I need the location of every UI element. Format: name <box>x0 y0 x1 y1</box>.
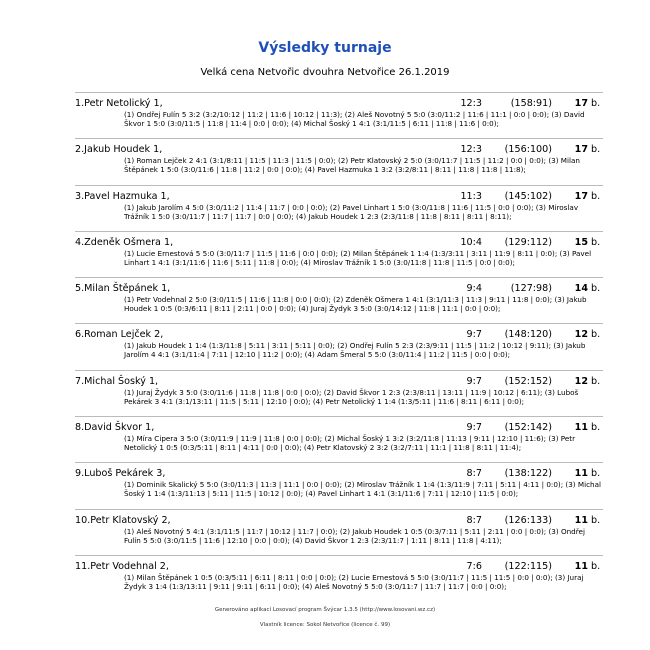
player-points: 11 <box>574 422 588 434</box>
player-ratio: (129:112) <box>504 236 552 248</box>
player-header <box>75 422 603 434</box>
player-score: 8:7 <box>466 514 482 526</box>
player-name: 9.Luboš Pekárek 3, <box>75 468 166 480</box>
points-unit: b. <box>591 283 601 295</box>
player-name: 5.Milan Štěpánek 1, <box>75 283 171 295</box>
player-name: 1.Petr Netolický 1, <box>75 98 163 109</box>
player-match-details: (1) Milan Štěpánek 1 0:5 (0:3/5:11 | 6:11 | 8:11 | 0:0 | 0:0); (2) Lucie Ernestová 5 5:0 (3:0/11:7 | 11:5 | 11:5 | 0:0 | 0:0); (3) Juraj Žydyk 3 1:4 (1:3/13:11 | 9:11 | 9:11 | 6:11 | 0:0); (4) Aleš Novotný 5 5:0 (3:0/11:7 | 11:7 | 11:7 | 0:0 | 0:0); <box>124 572 584 591</box>
points-unit: b. <box>591 236 601 248</box>
player-score: 12:3 <box>460 144 482 156</box>
player-match-details: (1) Aleš Novotný 5 4:1 (3:1/11:5 | 11:7 | 10:12 | 11:7 | 0:0); (2) Jakub Houdek 1 0:5 (0:3/7:11 | 5:11 | 2:11 | 0:0 | 0:0); (3) Ondřej Fulín 5 5:0 (3:0/11:5 | 11:6 | 12:10 | 0:0 | 0:0); (4) David Škvor 1 2:3 (2:3/11:7 | 1:11 | 8:11 | 11:8 | 4:11); <box>124 526 585 545</box>
points-unit: b. <box>591 468 601 480</box>
tournament-subtitle: Velká cena Netvořic dvouhra Netvořice 26.1.2019 <box>200 67 450 78</box>
points-unit: b. <box>591 190 601 202</box>
points-unit: b. <box>591 560 601 572</box>
player-entry <box>75 462 603 503</box>
player-header <box>75 376 603 388</box>
player-name: 7.Michal Šoský 1, <box>75 375 159 387</box>
player-header <box>75 237 603 249</box>
player-header <box>75 144 603 156</box>
player-entry <box>75 138 603 179</box>
points-unit: b. <box>591 98 601 109</box>
player-points: 14 <box>574 283 588 295</box>
player-name: 8.David Škvor 1, <box>75 422 155 434</box>
points-unit: b. <box>591 514 601 526</box>
player-score: 10:4 <box>460 236 482 248</box>
player-match-details: (1) Roman Lejček 2 4:1 (3:1/8:11 | 11:5 | 11:3 | 11:5 | 0:0); (2) Petr Klatovský 2 5:0 (3:0/11:7 | 11:5 | 11:2 | 0:0 | 0:0); (3) Milan Štěpánek 1 5:0 (3:0/11:6 | 11:8 | 11:2 | 0:0 | 0:0); (4) Pavel Hazmuka 1 3:2 (3:2/8:11 | 8:11 | 11:8 | 11:8 | 11:8); <box>124 156 580 175</box>
player-name: 2.Jakub Houdek 1, <box>75 144 163 156</box>
player-name: 10.Petr Klatovský 2, <box>75 514 171 526</box>
player-entry <box>75 555 603 596</box>
player-score: 8:7 <box>466 468 482 480</box>
player-header <box>75 329 603 341</box>
player-points: 15 <box>574 236 588 248</box>
player-points: 17 <box>574 190 588 202</box>
player-points: 11 <box>574 514 588 526</box>
player-points: 11 <box>574 468 588 480</box>
player-match-details: (1) Dominik Skalický 5 5:0 (3:0/11:3 | 11:3 | 11:1 | 0:0 | 0:0); (2) Miroslav Trážník 1 1:4 (1:3/11:9 | 7:11 | 5:11 | 4:11 | 0:0); (3) Michal Šoský 1 1:4 (1:3/11:13 | 5:11 | 11:5 | 10:12 | 0:0); (4) Pavel Linhart 1 4:1 (3:1/11:6 | 7:11 | 12:10 | 11:5 | 0:0); <box>124 480 602 499</box>
player-ratio: (156:100) <box>504 144 552 156</box>
player-score: 9:7 <box>466 375 482 387</box>
player-ratio: (158:91) <box>510 98 552 109</box>
player-ratio: (138:122) <box>504 468 552 480</box>
player-entry <box>75 416 603 457</box>
player-score: 7:6 <box>466 560 482 572</box>
player-points: 17 <box>574 144 588 156</box>
player-header <box>75 98 603 110</box>
player-header <box>75 561 603 573</box>
points-unit: b. <box>591 329 601 341</box>
player-ratio: (127:98) <box>510 283 552 295</box>
player-entry <box>75 231 603 272</box>
player-score: 12:3 <box>460 98 482 109</box>
player-header <box>75 191 603 203</box>
player-header <box>75 283 603 295</box>
player-points: 12 <box>574 375 588 387</box>
points-unit: b. <box>591 144 601 156</box>
player-entry <box>75 370 603 411</box>
player-match-details: (1) Jakub Houdek 1 1:4 (1:3/11:8 | 5:11 | 3:11 | 5:11 | 0:0); (2) Ondřej Fulín 5 2:3 (2:3/9:11 | 11:5 | 11:2 | 10:12 | 9:11); (3) Jakub Jarolím 4 4:1 (3:1/11:4 | 7:11 | 12:10 | 11:2 | 0:0); (4) Adam Šmeral 5 5:0 (3:0/11:4 | 11:2 | 11:5 | 0:0 | 0:0); <box>124 341 586 360</box>
player-match-details: (1) Míra Cipera 3 5:0 (3:0/11:9 | 11:9 | 11:8 | 0:0 | 0:0); (2) Michal Šoský 1 3:2 (3:2/11:8 | 11:13 | 9:11 | 12:10 | 11:6); (3) Petr Netolický 1 0:5 (0:3/5:11 | 8:11 | 4:11 | 0:0 | 0:0); (4) Petr Klatovský 2 3:2 (3:2/7:11 | 11:1 | 11:8 | 8:11 | 11:4); <box>124 434 576 453</box>
player-match-details: (1) Petr Vodehnal 2 5:0 (3:0/11:5 | 11:6 | 11:8 | 0:0 | 0:0); (2) Zdeněk Ošmera 1 4:1 (3:1/11:3 | 11:3 | 9:11 | 11:8 | 0:0); (3) Jakub Houdek 1 0:5 (0:3/6:11 | 8:11 | 2:11 | 0:0 | 0:0); (4) Juraj Žydyk 3 5:0 (3:0/14:12 | 11:8 | 11:1 | 0:0 | 0:0); <box>124 295 587 314</box>
player-entry <box>75 185 603 226</box>
player-ratio: (152:152) <box>504 375 552 387</box>
player-name: 6.Roman Lejček 2, <box>75 329 164 341</box>
footer-license: Vlastník licence: Sokol Netvořice (licence č. 99) <box>259 622 391 628</box>
player-ratio: (122:115) <box>504 560 552 572</box>
points-unit: b. <box>591 375 601 387</box>
results-list <box>75 92 603 601</box>
player-header <box>75 515 603 527</box>
points-unit: b. <box>591 422 601 434</box>
player-entry <box>75 323 603 364</box>
player-match-details: (1) Ondřej Fulín 5 3:2 (3:2/10:12 | 11:2 | 11:6 | 10:12 | 11:3); (2) Aleš Novotný 5 5:0 (3:0/11:2 | 11:6 | 11:1 | 0:0 | 0:0); (3) David Škvor 1 5:0 (3:0/11:5 | 11:8 | 11:4 | 0:0 | 0:0); (4) Michal Šoský 1 4:1 (3:1/11:5 | 6:11 | 11:8 | 11:6 | 0:0); <box>124 110 585 128</box>
player-entry <box>75 92 603 133</box>
player-score: 9:7 <box>466 422 482 434</box>
player-match-details: (1) Lucie Ernestová 5 5:0 (3:0/11:7 | 11:5 | 11:6 | 0:0 | 0:0); (2) Milan Štěpánek 1 1:4 (1:3/3:11 | 3:11 | 11:9 | 8:11 | 0:0); (3) Pavel Linhart 1 4:1 (3:1/11:6 | 11:6 | 5:11 | 11:8 | 0:0); (4) Miroslav Trážník 1 5:0 (3:0/11:8 | 11:8 | 11:5 | 0:0 | 0:0); <box>124 248 592 267</box>
player-ratio: (145:102) <box>504 190 552 202</box>
player-header <box>75 468 603 480</box>
footer-generator: Generováno aplikací Losovací program Švýcar 1.3.5 (http://www.losovani.wz.cz) <box>214 607 436 613</box>
player-entry <box>75 277 603 318</box>
player-match-details: (1) Juraj Žydyk 3 5:0 (3:0/11:6 | 11:8 | 11:8 | 0:0 | 0:0); (2) David Škvor 1 2:3 (2:3/8:11 | 13:11 | 11:9 | 10:12 | 6:11); (3) Luboš Pekárek 3 4:1 (3:1/13:11 | 11:5 | 5:11 | 12:10 | 0:0); (4) Petr Netolický 1 1:4 (1:3/5:11 | 11:6 | 8:11 | 6:11 | 0:0); <box>124 387 579 406</box>
player-points: 17 <box>574 98 588 109</box>
player-points: 12 <box>574 329 588 341</box>
player-ratio: (126:133) <box>504 514 552 526</box>
player-score: 11:3 <box>460 190 482 202</box>
player-match-details: (1) Jakub Jarolím 4 5:0 (3:0/11:2 | 11:4 | 11:7 | 0:0 | 0:0); (2) Pavel Linhart 1 5:0 (3:0/11:8 | 11:6 | 11:5 | 0:0 | 0:0); (3) Miroslav Trážník 1 5:0 (3:0/11:7 | 11:7 | 11:7 | 0:0 | 0:0); (4) Jakub Houdek 1 2:3 (2:3/11:8 | 11:8 | 8:11 | 8:11 | 8:11); <box>124 202 579 221</box>
player-name: 4.Zdeněk Ošmera 1, <box>75 236 174 248</box>
player-name: 3.Pavel Hazmuka 1, <box>75 190 170 202</box>
page-title: Výsledky turnaje <box>258 40 392 56</box>
player-score: 9:4 <box>466 283 482 295</box>
player-score: 9:7 <box>466 329 482 341</box>
player-ratio: (148:120) <box>504 329 552 341</box>
player-points: 11 <box>574 560 588 572</box>
player-name: 11.Petr Vodehnal 2, <box>75 560 169 572</box>
player-ratio: (152:142) <box>504 422 552 434</box>
player-entry <box>75 509 603 550</box>
